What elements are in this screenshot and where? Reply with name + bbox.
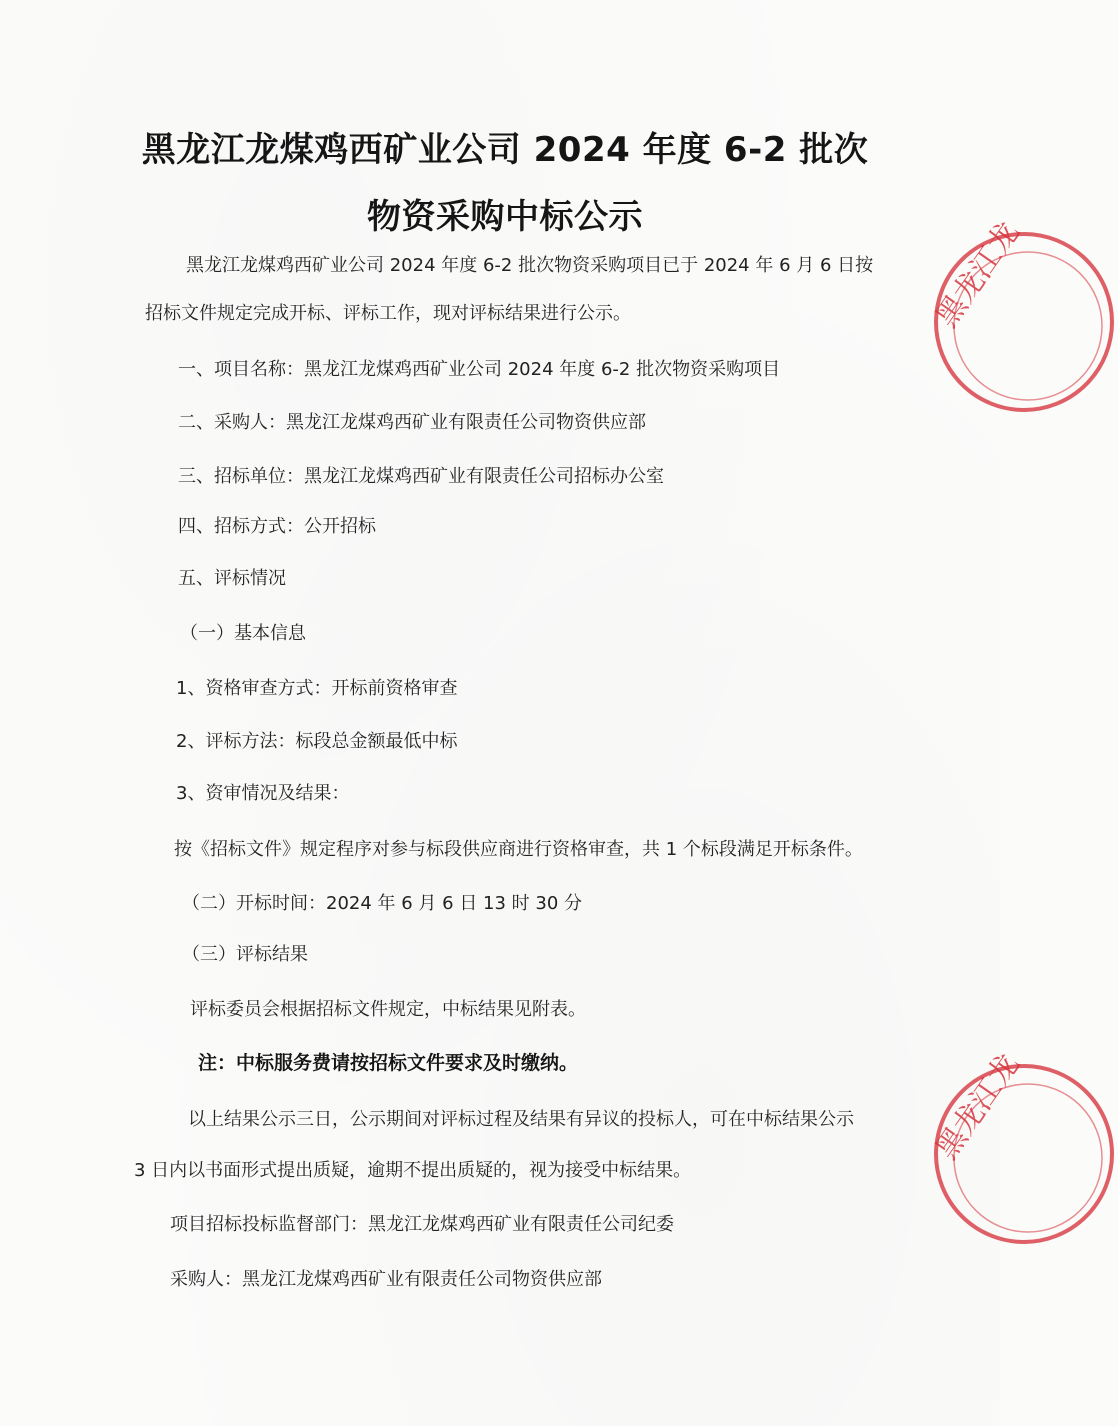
opening-time: （二）开标时间：2024 年 6 月 6 日 13 时 30 分 bbox=[182, 893, 583, 914]
item-tender-unit: 三、招标单位：黑龙江龙煤鸡西矿业有限责任公司招标办公室 bbox=[178, 466, 664, 487]
svg-text:黑龙江龙: 黑龙江龙 bbox=[929, 215, 1027, 334]
supervision-department: 项目招标投标监督部门：黑龙江龙煤鸡西矿业有限责任公司纪委 bbox=[170, 1214, 674, 1235]
closing-paragraph-line-2: 3 日内以书面形式提出质疑，逾期不提出质疑的，视为接受中标结果。 bbox=[134, 1160, 692, 1181]
qualification-review-method: 1、资格审查方式：开标前资格审查 bbox=[176, 678, 458, 699]
official-seal-bottom bbox=[929, 1047, 1114, 1244]
svg-text:黑龙江龙: 黑龙江龙 bbox=[929, 1047, 1027, 1166]
intro-paragraph-line-1: 黑龙江龙煤鸡西矿业公司 2024 年度 6-2 批次物资采购项目已于 2024 年 6 月 6 日按 bbox=[186, 255, 874, 276]
evaluation-result-detail: 评标委员会根据招标文件规定，中标结果见附表。 bbox=[190, 999, 586, 1020]
item-evaluation: 五、评标情况 bbox=[178, 568, 286, 589]
intro-paragraph-line-2: 招标文件规定完成开标、评标工作，现对评标结果进行公示。 bbox=[145, 303, 631, 324]
item-purchaser: 二、采购人：黑龙江龙煤鸡西矿业有限责任公司物资供应部 bbox=[178, 412, 646, 433]
evaluation-result-heading: （三）评标结果 bbox=[182, 944, 308, 965]
evaluation-method: 2、评标方法：标段总金额最低中标 bbox=[176, 731, 458, 752]
review-result-heading: 3、资审情况及结果： bbox=[176, 783, 350, 804]
seal-emblem bbox=[929, 1047, 1118, 1248]
item-project-name: 一、项目名称：黑龙江龙煤鸡西矿业公司 2024 年度 6-2 批次物资采购项目 bbox=[178, 359, 781, 380]
service-fee-note: 注：中标服务费请按招标文件要求及时缴纳。 bbox=[198, 1052, 579, 1074]
official-seal-top bbox=[929, 215, 1114, 412]
purchaser-signoff: 采购人：黑龙江龙煤鸡西矿业有限责任公司物资供应部 bbox=[170, 1269, 602, 1290]
review-result-detail: 按《招标文件》规定程序对参与标段供应商进行资格审查，共 1 个标段满足开标条件。 bbox=[174, 839, 863, 860]
closing-paragraph-line-1: 以上结果公示三日，公示期间对评标过程及结果有异议的投标人，可在中标结果公示 bbox=[188, 1109, 854, 1130]
document-title-line-1: 黑龙江龙煤鸡西矿业公司 2024 年度 6-2 批次 bbox=[141, 130, 869, 170]
item-tender-method: 四、招标方式：公开招标 bbox=[178, 516, 376, 537]
seal-emblem bbox=[929, 215, 1118, 416]
subsection-basic-info: （一）基本信息 bbox=[180, 623, 306, 644]
document-title-line-2: 物资采购中标公示 bbox=[367, 197, 643, 237]
